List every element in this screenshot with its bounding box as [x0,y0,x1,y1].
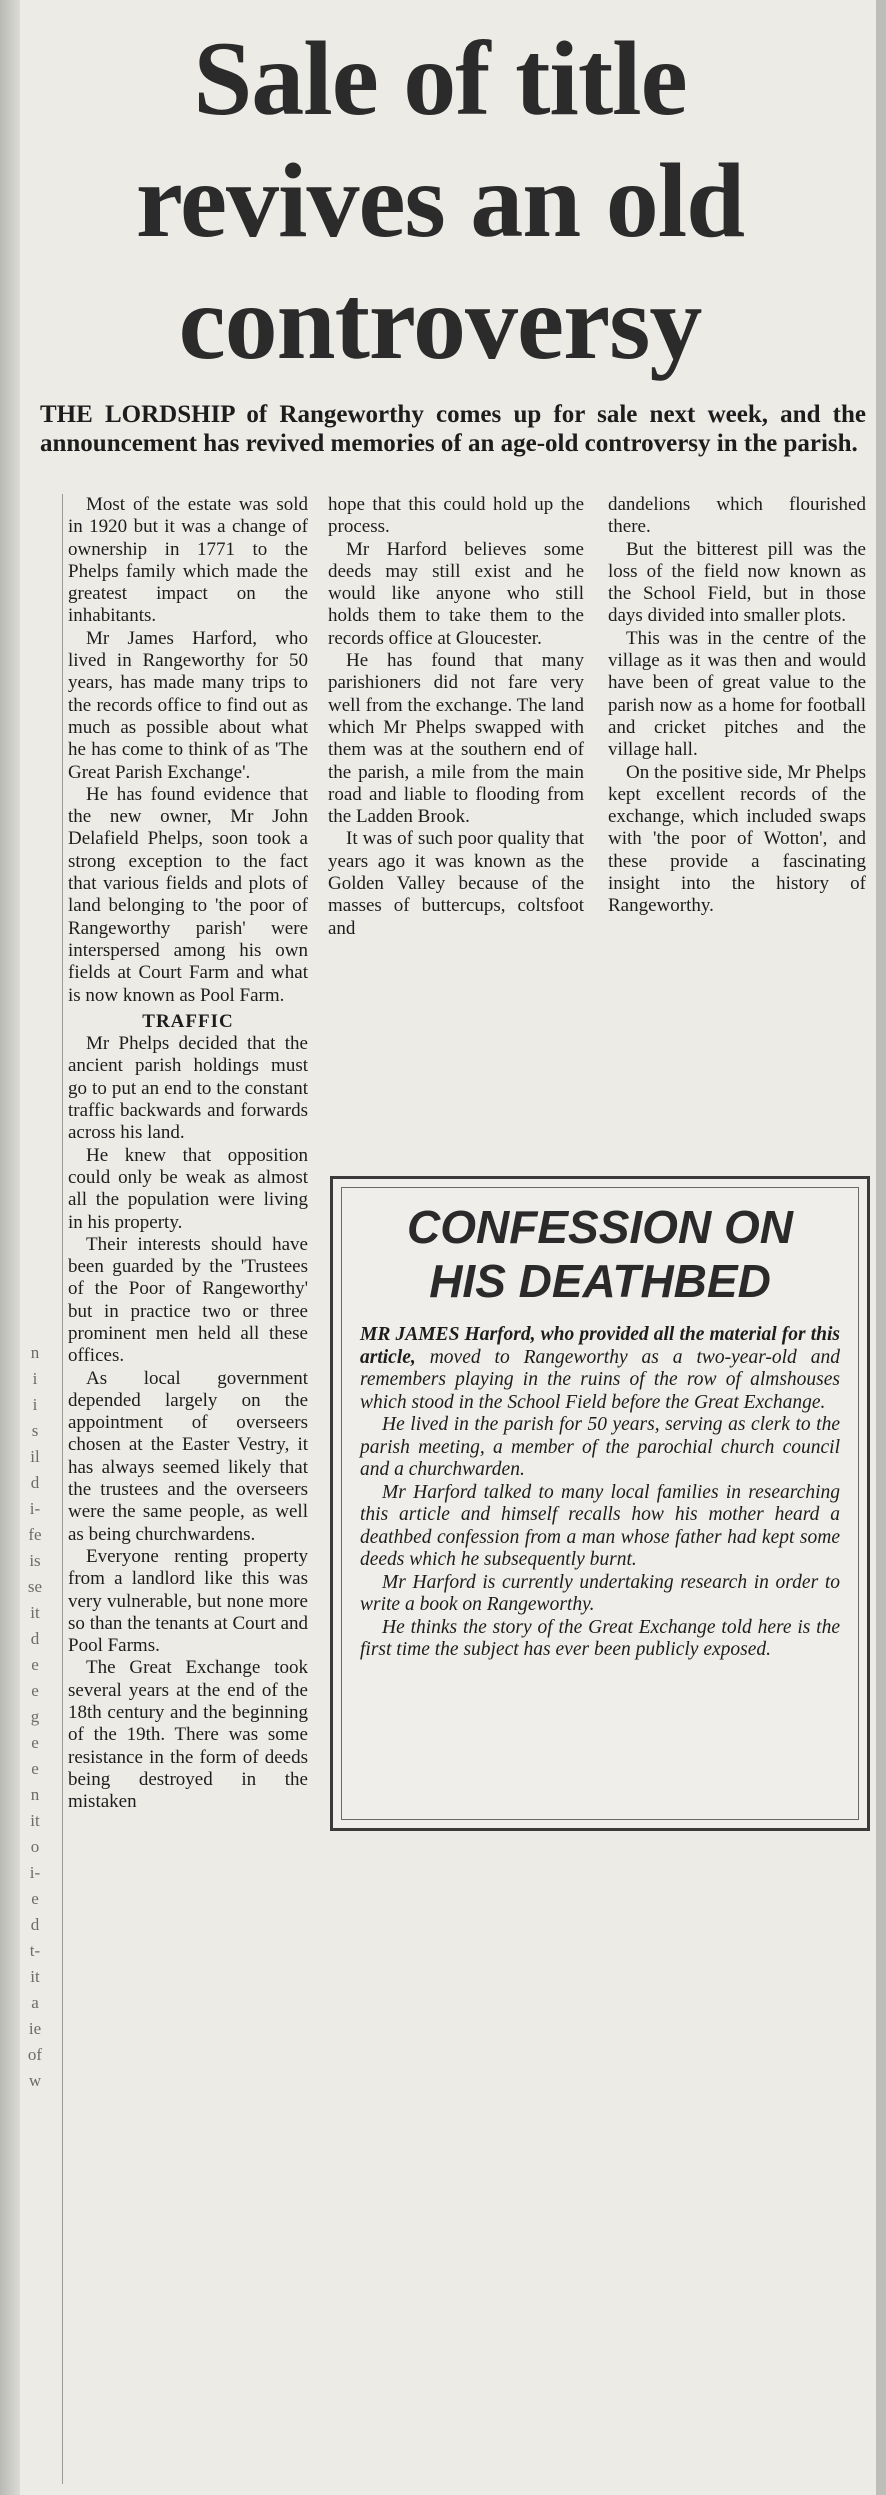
col1-paragraph-3: He has found evidence that the new owner, Mr John Delafield Phelps, soon took a strong exception to the fact that various fields and plots of land belonging to 'the poor of Rangeworthy parish' were interspersed among his own fields at Court Farm and what is now known as Pool Farm. [68,783,308,1006]
sidebar-box [330,1176,870,1831]
subhead-traffic: TRAFFIC [142,1010,234,1032]
margin-fragment: i- [29,1863,41,1882]
article-column-3 [608,494,866,918]
column-rule [62,494,63,2484]
margin-fragment: il [30,1447,40,1466]
col2-paragraph-3: He has found that many parishioners did not fare very well from the exchange. The land which Mr Phelps swapped with them was at the southern end of the parish, a mile from the main road and liable to flooding from the Ladden Brook. [328,650,584,828]
col1-paragraph-7: As local government depended largely on the appointment of overseers chosen at the Easter Vestry, it has always seemed likely that the trustees and the overseers were the same people, as well as being churchwardens. [68,1367,308,1545]
sidebar-paragraph-1 [360,1324,840,1414]
margin-fragment: e [31,1759,39,1778]
clipping-edge [876,0,886,2495]
margin-fragment: is [29,1551,41,1570]
margin-fragment: g [30,1707,40,1726]
margin-fragment: se [27,1577,43,1596]
sidebar-paragraph-5: He thinks the story of the Great Exchange told here is the first time the subject has ever been publicly exposed. [360,1616,840,1660]
headline-line-3: controversy [178,264,702,381]
article-column-1 [68,494,308,1814]
headline-line-1: Sale of title [193,20,687,137]
article-column-2 [328,494,584,940]
sidebar-body [360,1324,840,1662]
margin-fragment: o [30,1837,40,1856]
col2-paragraph-4: It was of such poor quality that years ago it was known as the Golden Valley because of the masses of buttercups, coltsfoot and [328,828,584,939]
margin-fragment: e [31,1655,39,1674]
sidebar-paragraph-4: Mr Harford is currently undertaking research in order to write a book on Rangeworthy. [360,1571,840,1615]
col1-paragraph-9: The Great Exchange took several years at the end of the 18th century and the beginning of the 19th. There was some resistance in the form of deeds being destroyed in the mistaken [68,1657,308,1813]
margin-fragment: it [30,1967,40,1986]
margin-fragment: a [31,1993,39,2012]
col3-paragraph-1: dandelions which flourished there. [608,494,866,538]
margin-fragment: e [31,1889,39,1908]
headline [40,18,840,384]
col2-paragraph-2: Mr Harford believes some deeds may still exist and he would like anyone who still holds them to take them to the records office at Gloucester. [328,538,584,649]
margin-fragment: w [28,2071,42,2090]
sidebar-lead: MR JAMES Harford, who provided all the material for this article, [360,1324,840,1368]
col1-paragraph-4: Mr Phelps decided that the ancient parish holdings must go to put an end to the constant traffic backwards and forwards across his land. [68,1033,308,1144]
margin-fragment: d [30,1473,40,1492]
margin-fragment: i [32,1395,38,1414]
margin-fragment: ie [28,2019,42,2038]
col1-paragraph-5: He knew that opposition could only be weak as almost all the population were living in his property. [68,1144,308,1233]
col3-paragraph-2: But the bitterest pill was the loss of the field now known as the School Field, but in those days divided into smaller plots. [608,538,866,627]
intro-paragraph: THE LORDSHIP of Rangeworthy comes up for sale next week, and the announcement has revived memories of an age-old controversy in the parish. [40,401,866,457]
sidebar-title [360,1200,840,1308]
col1-paragraph-8: Everyone renting property from a landlord like this was very vulnerable, but none more so than the tenants at Court and Pool Farms. [68,1545,308,1657]
margin-fragment: d [30,1629,40,1648]
col3-paragraph-4: On the positive side, Mr Phelps kept excellent records of the exchange, which included swaps with 'the poor of Wotton', and these provide a fascinating insight into the history of Rangeworthy. [608,761,866,917]
sidebar-paragraph-1-rest: moved to Rangeworthy as a two-year-old and remembers playing in the ruins of the row of almshouses which stood in the School Field before the Great Exchange. [360,1346,840,1413]
sidebar-title-line-1: CONFESSION ON [407,1201,793,1253]
col3-paragraph-3: This was in the centre of the village as it was then and would have been of great value to the parish now as a home for football and cricket pitches and the village hall. [608,627,866,761]
margin-fragment: t- [29,1941,41,1960]
col2-paragraph-1: hope that this could hold up the process. [328,494,584,538]
margin-fragment: i- [29,1499,41,1518]
col1-paragraph-1: Most of the estate was sold in 1920 but it was a change of ownership in 1771 to the Phelps family which made the greatest impact on the inhabitants. [68,494,308,627]
margin-text-fragments [20,1340,50,2094]
margin-fragment: fe [28,1525,42,1544]
margin-fragment: e [31,1733,39,1752]
sidebar-title-line-2: HIS DEATHBED [429,1255,771,1307]
margin-fragment: s [31,1421,39,1440]
margin-fragment: of [27,2045,43,2064]
margin-fragment: e [31,1681,39,1700]
sidebar-paragraph-2: He lived in the parish for 50 years, serving as clerk to the parish meeting, a member of the parochial church council and a churchwarden. [360,1414,840,1480]
margin-fragment: n [30,1343,40,1362]
col1-paragraph-6: Their interests should have been guarded by the 'Trustees of the Poor of Rangeworthy' but in practice two or three prominent men held all these offices. [68,1233,308,1367]
margin-fragment: it [30,1603,40,1622]
sidebar-box-inner [341,1187,859,1820]
headline-line-2: revives an old [135,142,745,259]
margin-fragment: n [30,1785,40,1804]
margin-fragment: it [30,1811,40,1830]
sidebar-paragraph-3: Mr Harford talked to many local families in researching this article and himself recalls how his mother heard a deathbed confession from a man whose father had kept some deeds which he subsequently burnt. [360,1481,840,1570]
adjacent-column-edge [0,0,20,2495]
margin-fragment: d [30,1915,40,1934]
margin-fragment: i [32,1369,38,1388]
col1-paragraph-2: Mr James Harford, who lived in Rangeworthy for 50 years, has made many trips to the records office to find out as much as possible about what he has come to think of as 'The Great Parish Exchange'. [68,627,308,783]
